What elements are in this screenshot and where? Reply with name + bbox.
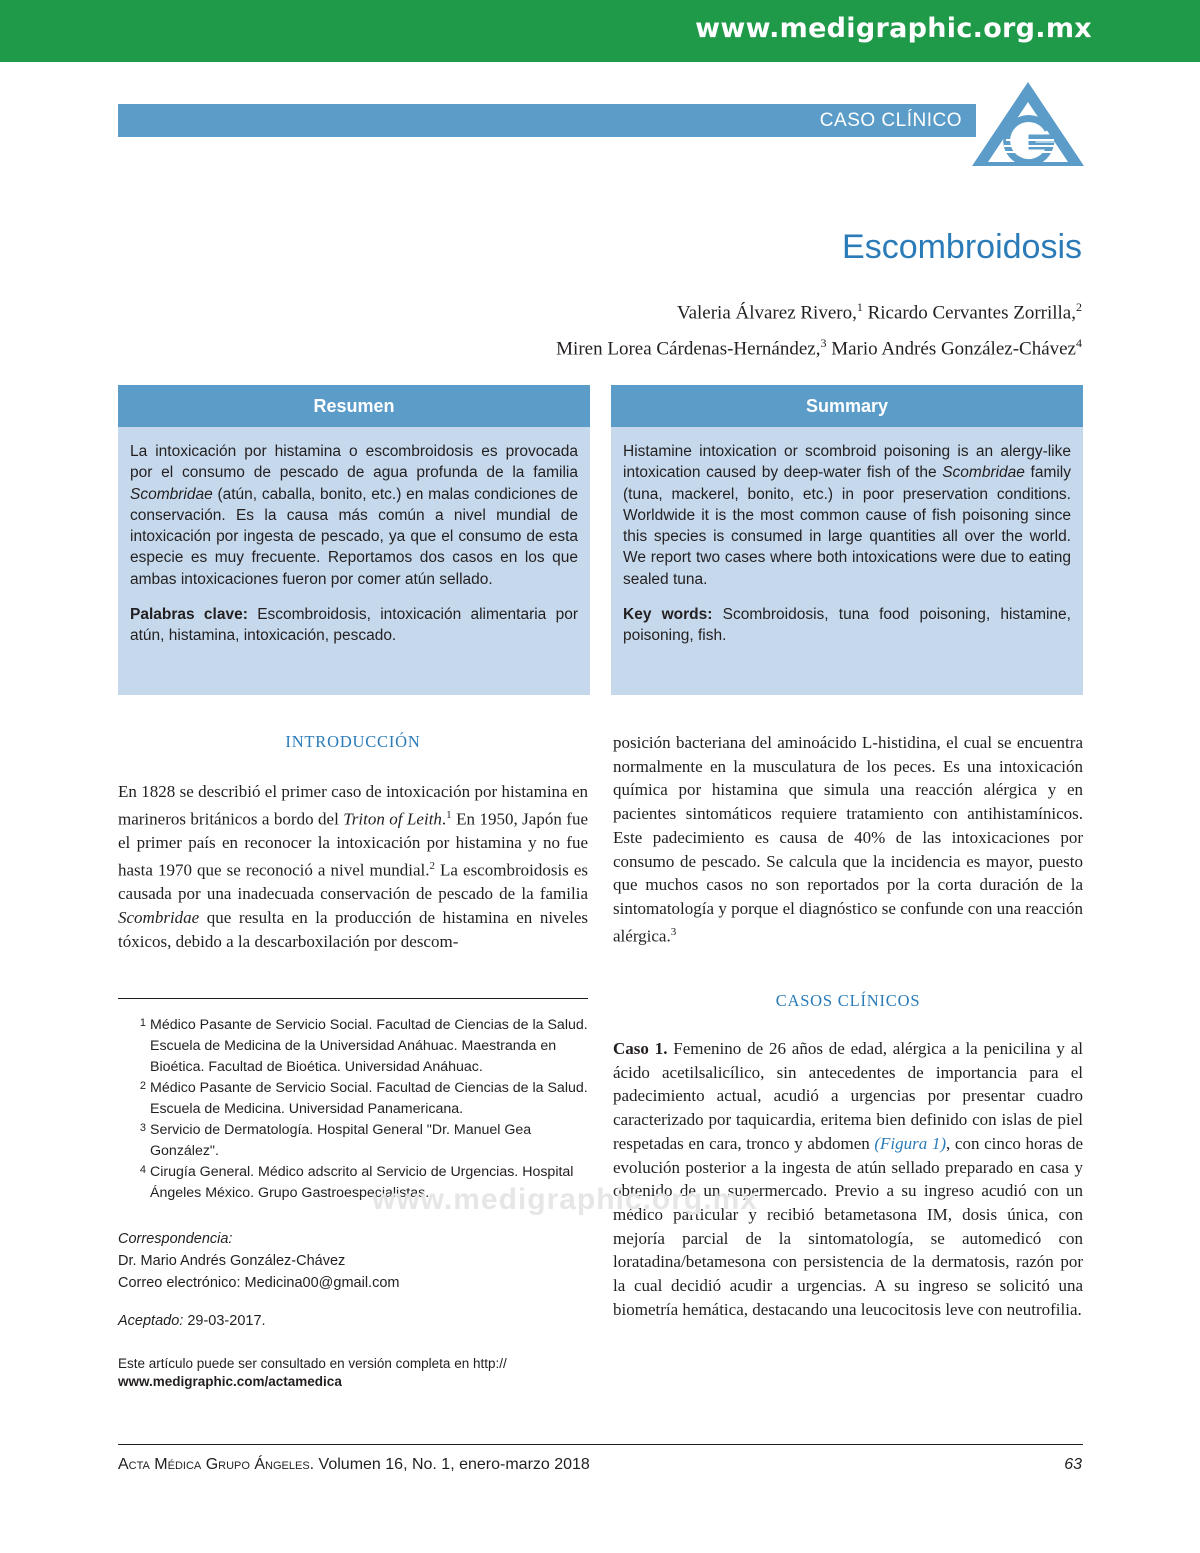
citation-ref[interactable]: 2 (429, 859, 435, 872)
footnote-text: Cirugía General. Médico adscrito al Servicio de Urgencias. Hospital Ángeles México. Grupo Gastroespecialistas. (150, 1164, 574, 1201)
ship-name: Triton of Leith (343, 809, 442, 829)
citation-ref[interactable]: 1 (446, 808, 452, 821)
intro-paragraph (118, 780, 588, 953)
footnote-text: Servicio de Dermatología. Hospital General "Dr. Manuel Gea González". (150, 1122, 532, 1159)
watermark: www.medigraphic.org.mx (372, 1183, 758, 1216)
correspondence-name: Dr. Mario Andrés González-Chávez (118, 1253, 346, 1269)
consult-text: Este artículo puede ser consultado en versión completa en http:// (118, 1356, 507, 1371)
author-name: Ricardo Cervantes Zorrilla, (867, 302, 1076, 324)
resumen-text (118, 427, 590, 647)
keywords-label: Key words: (623, 606, 713, 624)
correspondence-label: Correspondencia: (118, 1231, 233, 1247)
footnote-number: 1 (139, 1017, 146, 1029)
summary-body-part: family (tuna, mackerel, bonito, etc.) in poor preservation conditions. Worldwide it is the most common cause of fish poisoning since this species is consumed in large quantities all over the world. We report two cases where both intoxications were due to eating sealed tuna. (623, 464, 1071, 588)
article-title: Escombroidosis (842, 228, 1082, 266)
affiliation-footnotes (118, 1015, 590, 1204)
author-name: Mario Andrés González-Chávez (831, 338, 1076, 360)
author-line-1 (556, 292, 1082, 328)
summary-box (611, 385, 1083, 695)
accepted-value: 29-03-2017. (183, 1313, 266, 1329)
keywords-text: Escombroidosis, intoxicación alimentaria por atún, histamina, intoxicación, pescado. (130, 606, 579, 645)
author-list (556, 292, 1082, 365)
footnote (118, 1015, 590, 1078)
caso-label: Caso 1. (613, 1039, 668, 1058)
footer-divider (118, 1444, 1083, 1445)
consult-url-link[interactable]: www.medigraphic.com/actamedica (118, 1374, 342, 1389)
footnote-number: 4 (139, 1164, 146, 1176)
consult-note (118, 1355, 588, 1391)
section-bar (118, 104, 976, 137)
summary-text (611, 427, 1083, 647)
footnote-number: 3 (139, 1122, 146, 1134)
author-affiliation: 2 (1076, 300, 1082, 314)
journal-volume: Volumen 16, No. 1, enero-marzo 2018 (314, 1456, 590, 1473)
summary-body-part: Histamine intoxication or scombroid poisoning is an alergy-like intoxication caused by deep-water fish of the (623, 443, 1071, 482)
resumen-body-part: La intoxicación por histamina o escombroidosis es provocada por el consumo de pescado de agua profunda de la familia (130, 443, 578, 482)
intro-text: En 1950, Japón fue el primer país en reconocer la intoxicación por histamina y no fue hasta 1970 que se reconoció a nivel mundial. (118, 809, 588, 880)
accepted-date (118, 1313, 266, 1329)
resumen-body (130, 441, 578, 590)
family-name: Scombridae (118, 907, 200, 927)
top-banner (0, 0, 1200, 62)
intro-text: . (441, 809, 447, 829)
section-label: CASO CLÍNICO (819, 110, 962, 131)
author-line-2 (556, 328, 1082, 364)
resumen-heading: Resumen (118, 385, 590, 427)
footnote (118, 1120, 590, 1162)
keywords-text: Scombroidosis, tuna food poisoning, histamine, poisoning, fish. (623, 606, 1071, 645)
caso-1-paragraph (613, 1037, 1083, 1321)
summary-heading: Summary (611, 385, 1083, 427)
keywords-label: Palabras clave: (130, 606, 248, 624)
correspondence-block (118, 1228, 399, 1294)
citation-ref[interactable]: 3 (670, 925, 677, 938)
footnote (118, 1078, 590, 1120)
figure-link[interactable]: (Figura 1) (874, 1133, 947, 1153)
correspondence-email[interactable]: Correo electrónico: Medicina00@gmail.com (118, 1275, 400, 1291)
summary-body (623, 441, 1071, 590)
intro-heading: INTRODUCCIÓN (285, 732, 421, 751)
footnote-number: 2 (139, 1080, 146, 1092)
resumen-box (118, 385, 590, 695)
caso-text: , con cinco horas de evolución posterior a la ingesta de atún sellado preparado en casa y obtenido de un supermercado. Previo a su ingreso acudió con un médico particular y recibió betametasona IM, dosis única, con mejoría parcial de la sintomatología, se automedicó con loratadina/betamesona con persistencia de la dermatosis, razón por la cual decidió acudir a urgencias. A su ingreso se solicitó una biometría hemática, destacando una leucocitosis leve con neutrofilia. (613, 1133, 1083, 1319)
resumen-keywords (130, 604, 578, 647)
journal-name: Acta Médica Grupo Ángeles. (118, 1456, 315, 1473)
author-affiliation: 1 (856, 300, 863, 314)
footnote-text: Médico Pasante de Servicio Social. Facultad de Ciencias de la Salud. Escuela de Medicina. Universidad Panamericana. (150, 1080, 588, 1117)
footnote-text: Médico Pasante de Servicio Social. Facultad de Ciencias de la Salud. Escuela de Medicina de la Universidad Anáhuac. Maestranda en Bioética. Facultad de Bioética. Universidad Anáhuac. (150, 1017, 588, 1075)
resumen-body-part: (atún, caballa, bonito, etc.) en malas condiciones de conservación. Es la causa más común a nivel mundial de intoxicación por ingesta de pescado, ya que el consumo de esta especie es muy frecuente. Reportamos dos casos en los que ambas intoxicaciones fueron por comer atún sellado. (130, 485, 578, 588)
caso-text: Femenino de 26 años de edad, alérgica a la penicilina y al ácido acetilsalicílico, sin antecedentes de importancia para el padecimiento actual, acudió a urgencias por presentar cuadro caracterizado por taquicardia, eritema bien definido con islas de piel respetadas en cara, tronco y abdomen (613, 1039, 1083, 1153)
summary-keywords (623, 604, 1071, 647)
footnote-divider (118, 998, 588, 999)
intro-continuation (613, 731, 1083, 948)
page-number: 63 (1064, 1456, 1082, 1473)
medigraphic-logo-icon (970, 80, 1086, 168)
author-affiliation: 4 (1076, 336, 1082, 351)
summary-body-italic: Scombridae (942, 464, 1025, 482)
casos-heading: CASOS CLÍNICOS (775, 991, 921, 1010)
author-name: Miren Lorea Cárdenas-Hernández, (556, 338, 821, 360)
journal-citation (118, 1456, 590, 1474)
intro-text: En 1828 se describió el primer caso de intoxicación por histamina en marineros británicos a bordo del (118, 782, 588, 829)
intro-text: posición bacteriana del aminoácido L-histidina, el cual se encuentra normalmente en la musculatura de los peces. Es una intoxicación química por histamina que simula una reacción alérgica y en pacientes sintomáticos requiere tratamiento con antihistamínicos. Este padecimiento es causa de 40% de las intoxicaciones por consumo de pescado. Se calcula que la incidencia es mayor, puesto que muchos casos no son reportados por la corta duración de la sintomatología y porque el diagnóstico se confunde con una reacción alérgica. (613, 733, 1083, 946)
site-url[interactable]: www.medigraphic.org.mx (695, 13, 1092, 44)
intro-text: que resulta en la producción de histamina en niveles tóxicos, debido a la descarboxilación por descom- (118, 907, 588, 951)
author-name: Valeria Álvarez Rivero, (676, 302, 857, 324)
intro-text: La escombroidosis es causada por una inadecuada conservación de pescado de la familia (118, 860, 588, 904)
author-affiliation: 3 (820, 336, 827, 351)
resumen-body-italic: Scombridae (130, 485, 213, 503)
accepted-label: Aceptado: (118, 1313, 184, 1329)
